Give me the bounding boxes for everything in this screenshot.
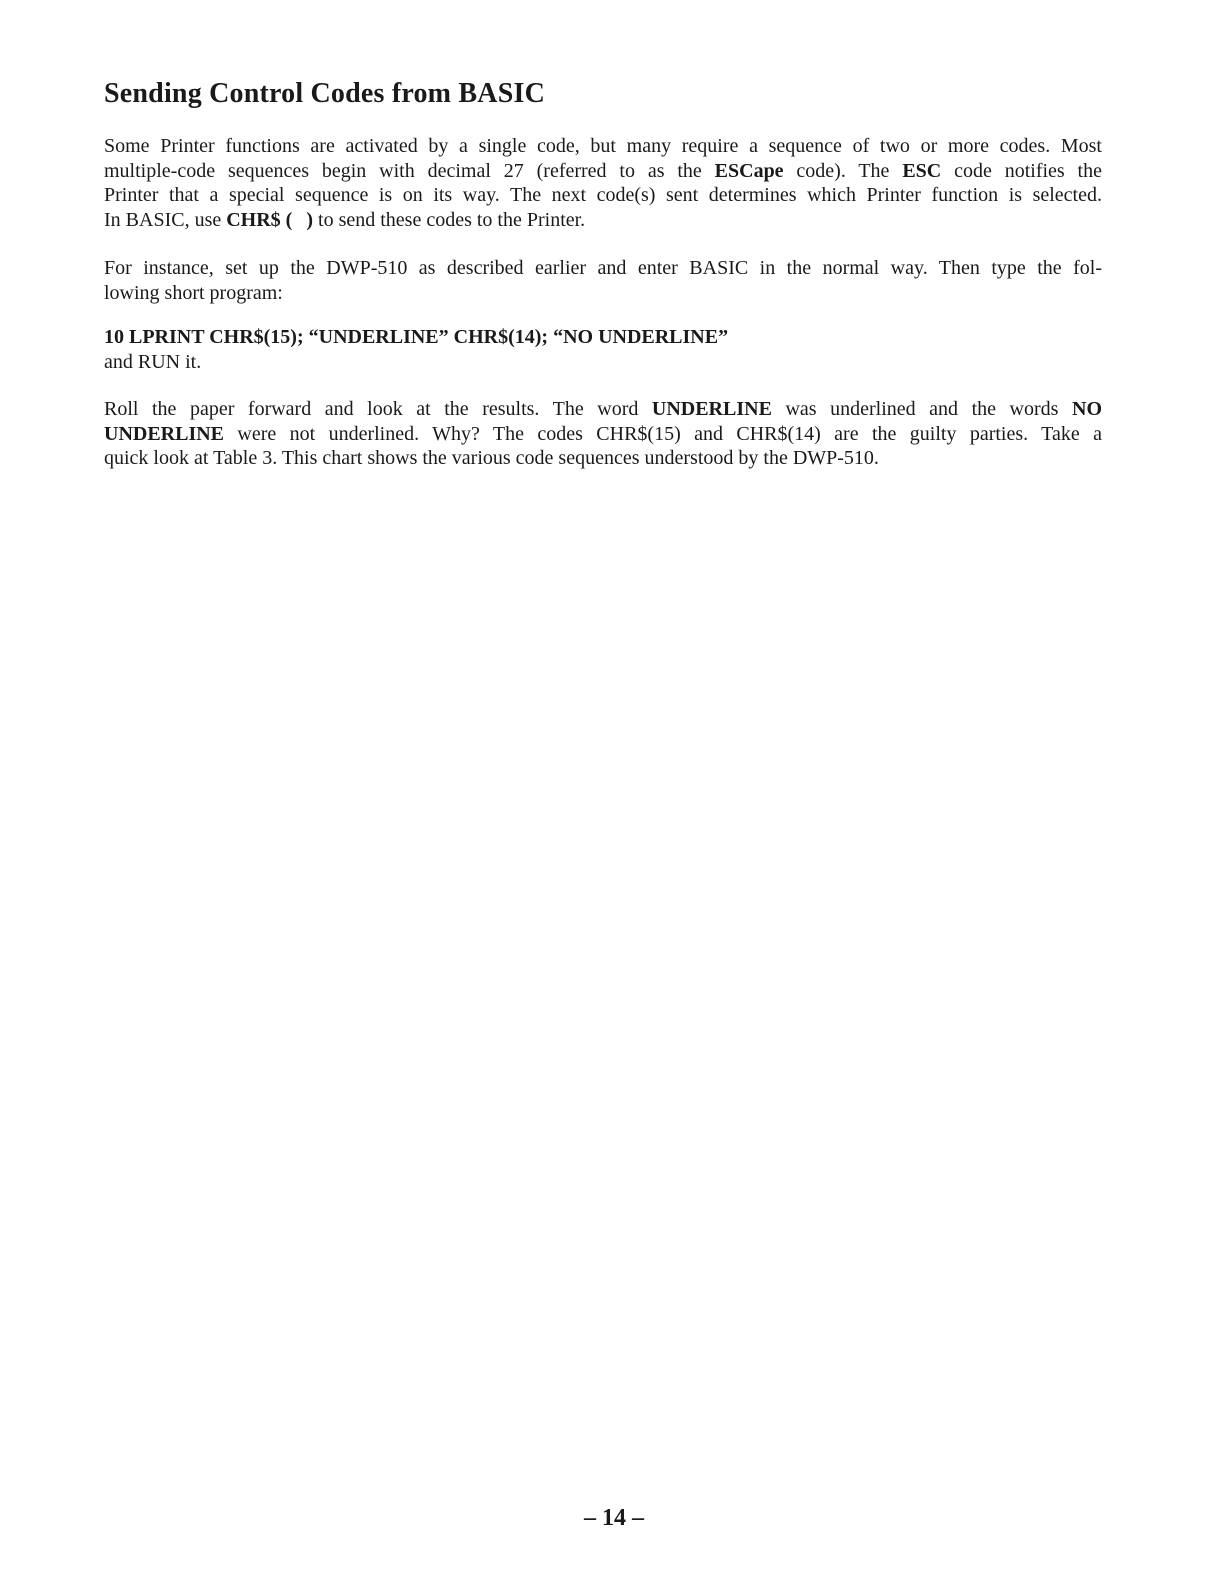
text-span: Roll the paper forward and look at the results. The word (104, 398, 652, 420)
underline-term: UNDERLINE (651, 398, 772, 420)
paragraph-results (104, 397, 1102, 471)
escape-term: ESCape (714, 159, 784, 182)
text-line (104, 159, 1102, 184)
paragraph-instance (104, 256, 1102, 305)
chr-term: CHR$ ( (226, 208, 293, 231)
paragraph-intro (104, 134, 1102, 232)
text-span: In BASIC, use (104, 208, 227, 231)
text-line (104, 183, 1102, 208)
program-listing (104, 325, 1102, 374)
text-line (104, 397, 1102, 422)
text-span: was underlined and the words (771, 398, 1072, 420)
text-line (104, 422, 1102, 447)
esc-term: ESC (902, 159, 942, 182)
text-span: lowing short program: (104, 281, 283, 304)
text-line (104, 208, 1102, 233)
chr-term-close: ) (306, 208, 314, 231)
text-span: For instance, set up the DWP-510 as described earlier and enter BASIC in the normal way. Then type the fol- (104, 257, 1102, 279)
text-line (104, 134, 1102, 159)
code-line (104, 325, 1102, 350)
text-line (104, 350, 1102, 375)
text-span: to send these codes to the Printer. (313, 208, 586, 231)
text-span: code). The (783, 159, 903, 182)
text-span: Some Printer functions are activated by a single code, but many require a sequence of two or more codes. Most (104, 135, 1102, 157)
text-span: Printer that a special sequence is on its way. The next code(s) sent determines which Printer function is selected. (104, 184, 1102, 206)
page-number: – 14 – (584, 1505, 644, 1531)
text-line (104, 446, 1102, 471)
no-term: NO (1072, 398, 1102, 420)
text-span: quick look at Table 3. This chart shows the various code sequences understood by the DWP-510. (104, 447, 879, 469)
text-line (104, 256, 1102, 281)
text-span: multiple-code sequences begin with decimal 27 (referred to as the (104, 159, 715, 182)
underline-term: UNDERLINE (104, 422, 225, 445)
text-span: and RUN it. (104, 350, 202, 373)
basic-program-code: 10 LPRINT CHR$(15); “UNDERLINE” CHR$(14); “NO UNDERLINE” (104, 326, 729, 348)
text-span: were not underlined. Why? The codes CHR$(15) and CHR$(14) are the guilty parties. Take a (224, 422, 1102, 445)
text-line (104, 281, 1102, 306)
section-heading: Sending Control Codes from BASIC (104, 78, 545, 109)
text-span: code notifies the (941, 159, 1102, 182)
